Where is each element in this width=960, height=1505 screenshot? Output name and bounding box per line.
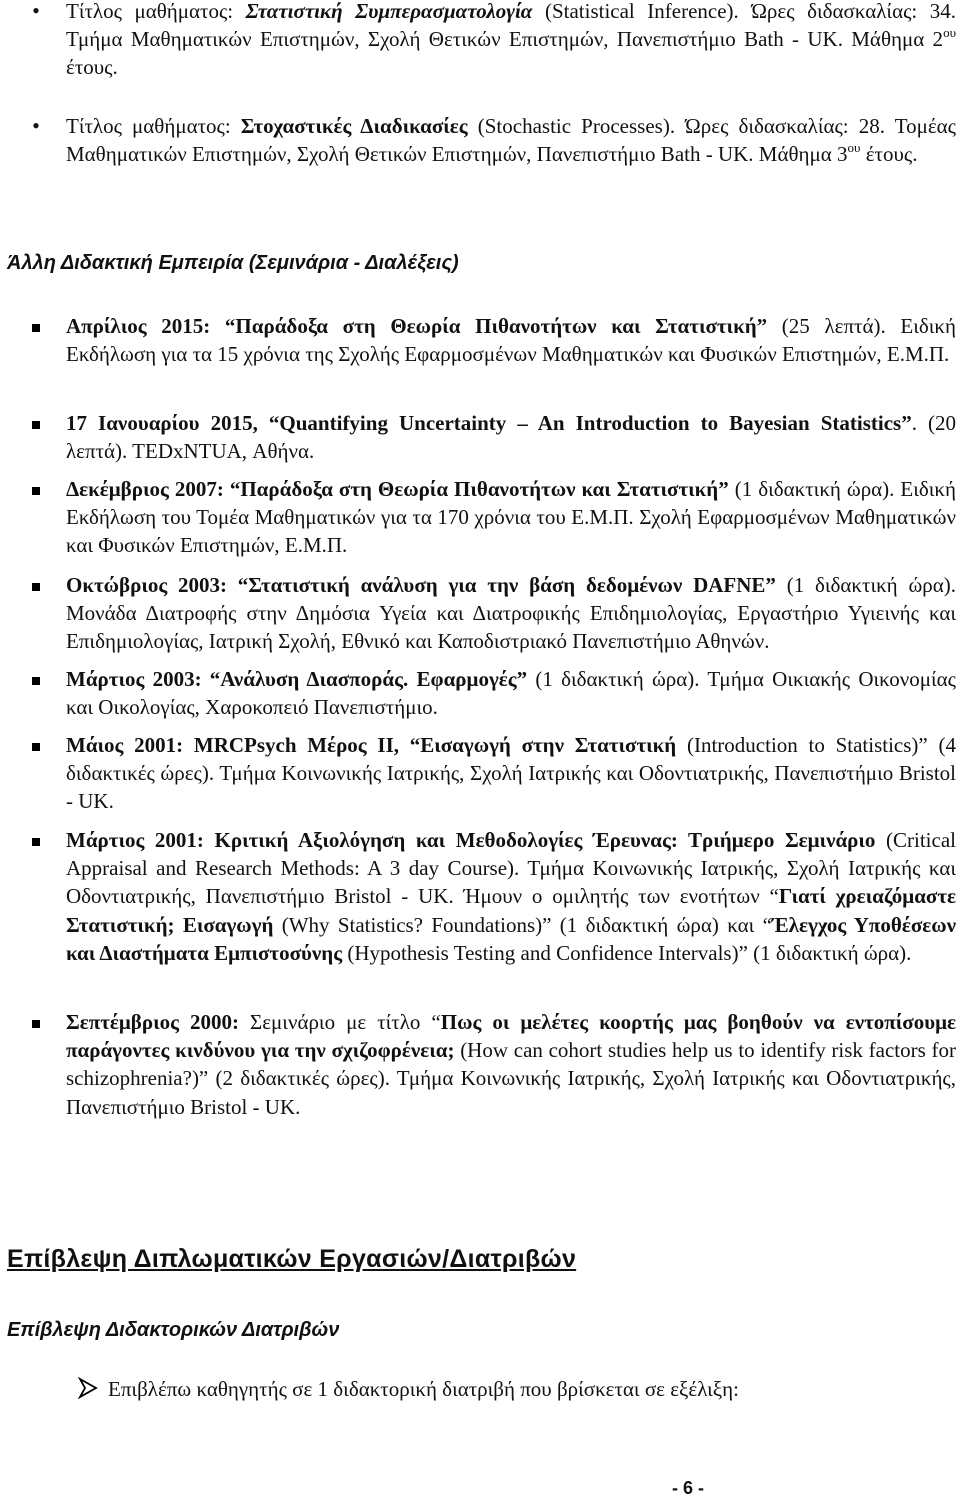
supervision-item: Επιβλέπω καθηγητής σε 1 διδακτορική διατριβή που βρίσκεται σε εξέλιξη: <box>108 1377 739 1401</box>
bullet-square <box>32 421 40 429</box>
seminar-item <box>66 312 956 368</box>
seminar-details: . (20 λεπτά). TEDxNTUA, Αθήνα. <box>66 411 956 464</box>
course-details: (Stochastic Processes). Ώρες διδασκαλίας: 28. Τομέας Μαθηματικών Επιστημών, Σχολή Θετικών Επιστημών, Πανεπιστήμιο Bath - UK. Μάθημα 3 <box>66 114 956 167</box>
course-label: Τίτλος μαθήματος: <box>66 114 231 138</box>
bullet-square <box>32 838 40 846</box>
seminar-subtitle: Πως οι μελέτες κοορτής μας βοηθούν να εντοπίσουμε παράγοντες κινδύνου για την σχιζοφρένεια; <box>66 1010 957 1063</box>
course-tail: έτους. <box>860 142 918 167</box>
superscript: ου <box>847 140 861 156</box>
seminar-item <box>66 826 956 967</box>
seminar-item <box>66 731 956 816</box>
bullet-square <box>32 583 40 591</box>
seminar-details: (Hypothesis Testing and Confidence Intervals)” (1 διδακτική ώρα). <box>342 940 912 965</box>
course-item-1 <box>66 0 956 82</box>
course-title: Στατιστική Συμπερασματολογία <box>245 0 533 23</box>
arrowhead-bullet-icon <box>78 1377 98 1399</box>
seminar-details: (1 διδακτική ώρα). Ειδική Εκδήλωση του Τομέα Μαθηματικών για τα 170 χρόνια του Ε.Μ.Π. Σχολή Εφαρμοσμένων Μαθηματικών και Φυσικών Επιστημών, Ε.Μ.Π. <box>66 477 956 558</box>
seminar-item <box>66 1008 956 1121</box>
seminar-title: 17 Ιανουαρίου 2015, “Quantifying Uncertainty – An Introduction to Bayesian Statistics” <box>66 411 912 435</box>
bullet-square <box>32 677 40 685</box>
seminar-subtitle: Γιατί χρειαζόμαστε Στατιστική; Εισαγωγή <box>66 884 956 937</box>
seminar-item <box>66 571 956 656</box>
seminar-details: (25 λεπτά). Ειδική Εκδήλωση για τα 15 χρόνια της Σχολής Εφαρμοσμένων Μαθηματικών και Φυσικών Επιστημών, Ε.Μ.Π. <box>66 314 956 367</box>
seminar-details: (Introduction to Statistics)” (4 διδακτικές ώρες). Τμήμα Κοινωνικής Ιατρικής, Σχολή Ιατρικής και Οδοντιατρικής, Πανεπιστήμιο Bristol - UK. <box>66 733 956 814</box>
seminar-details: (1 διδακτική ώρα). Μονάδα Διατροφής στην Δημόσια Υγεία και Διατροφικής Επιδημιολογίας, Εργαστήριο Υγιεινής και Επιδημιολογίας, Ιατρική Σχολή, Εθνικό και Καποδιστριακό Πανεπιστήμιο Αθηνών. <box>66 573 957 654</box>
course-title: Στοχαστικές Διαδικασίες <box>240 114 468 138</box>
seminar-title: Μάιος 2001: MRCPsych Μέρος ΙΙ, “Εισαγωγή στην Στατιστική <box>66 733 677 757</box>
page-number: - 6 - <box>672 1478 705 1498</box>
course-details: (Statistical Inference). Ώρες διδασκαλίας: 34. Τμήμα Μαθηματικών Επιστημών, Σχολή Θετικών Επιστημών, Πανεπιστήμιο Bath - UK. Μάθημα 2 <box>66 0 956 52</box>
seminar-title: Μάρτιος 2001: Κριτική Αξιολόγηση και Μεθοδολογίες Έρευνας: Τριήμερο Σεμινάριο <box>66 828 876 852</box>
course-label: Τίτλος μαθήματος: <box>66 0 234 23</box>
superscript: ου <box>943 25 956 41</box>
seminar-title: Δεκέμβριος 2007: “Παράδοξα στη Θεωρία Πιθανοτήτων και Στατιστική” <box>66 477 729 501</box>
seminar-details: (Critical Appraisal and Research Methods: A 3 day Course). Τμήμα Κοινωνικής Ιατρικής, Σχολή Ιατρικής και Οδοντιατρικής, Πανεπιστήμιο Bristol - UK. Ήμουν ο ομιλητής των ενοτήτων “ <box>66 828 956 909</box>
bullet-square <box>32 487 40 495</box>
seminar-title: Σεπτέμβριος 2000: <box>66 1010 239 1034</box>
course-tail: έτους. <box>66 55 118 80</box>
section-heading-supervision: Επίβλεψη Διπλωματικών Εργασιών/Διατριβών <box>7 1245 577 1273</box>
seminar-item <box>66 475 956 560</box>
seminar-title: Μάρτιος 2003: “Ανάλυση Διασποράς. Εφαρμογές” <box>66 667 528 691</box>
bullet-square <box>32 1020 40 1028</box>
bullet-square <box>32 324 40 332</box>
course-item-2 <box>66 112 956 168</box>
seminar-title: Οκτώβριος 2003: “Στατιστική ανάλυση για την βάση δεδομένων DAFNE” <box>66 573 776 597</box>
section-heading-other-teaching: Άλλη Διδακτική Εμπειρία (Σεμινάρια - Διαλέξεις) <box>7 252 459 274</box>
seminar-subtitle: Έλεγχος Υποθέσεων και Διαστήματα Εμπιστοσύνης <box>66 912 956 965</box>
bullet-dot: • <box>32 0 40 23</box>
subheading-doctoral: Επίβλεψη Διδακτορικών Διατριβών <box>7 1319 340 1341</box>
bullet-square <box>32 743 40 751</box>
seminar-details: (How can cohort studies help us to identify risk factors for schizophrenia?)” (2 διδακτικές ώρες). Τμήμα Κοινωνικής Ιατρικής, Σχολή Ιατρικής και Οδοντιατρικής, Πανεπιστήμιο Bristol - UK. <box>66 1038 956 1119</box>
seminar-details: Σεμινάριο με τίτλο “ <box>238 1010 441 1034</box>
seminar-details: (Why Statistics? Foundations)” (1 διδακτική ώρα) και “ <box>273 912 772 937</box>
bullet-dot: • <box>32 113 40 138</box>
seminar-title: Απρίλιος 2015: “Παράδοξα στη Θεωρία Πιθανοτήτων και Στατιστική” <box>66 314 768 338</box>
seminar-item <box>66 665 956 721</box>
seminar-details: (1 διδακτική ώρα). Τμήμα Οικιακής Οικονομίας και Οικολογίας, Χαροκοπειό Πανεπιστήμιο. <box>66 667 956 720</box>
seminar-item <box>66 409 956 465</box>
